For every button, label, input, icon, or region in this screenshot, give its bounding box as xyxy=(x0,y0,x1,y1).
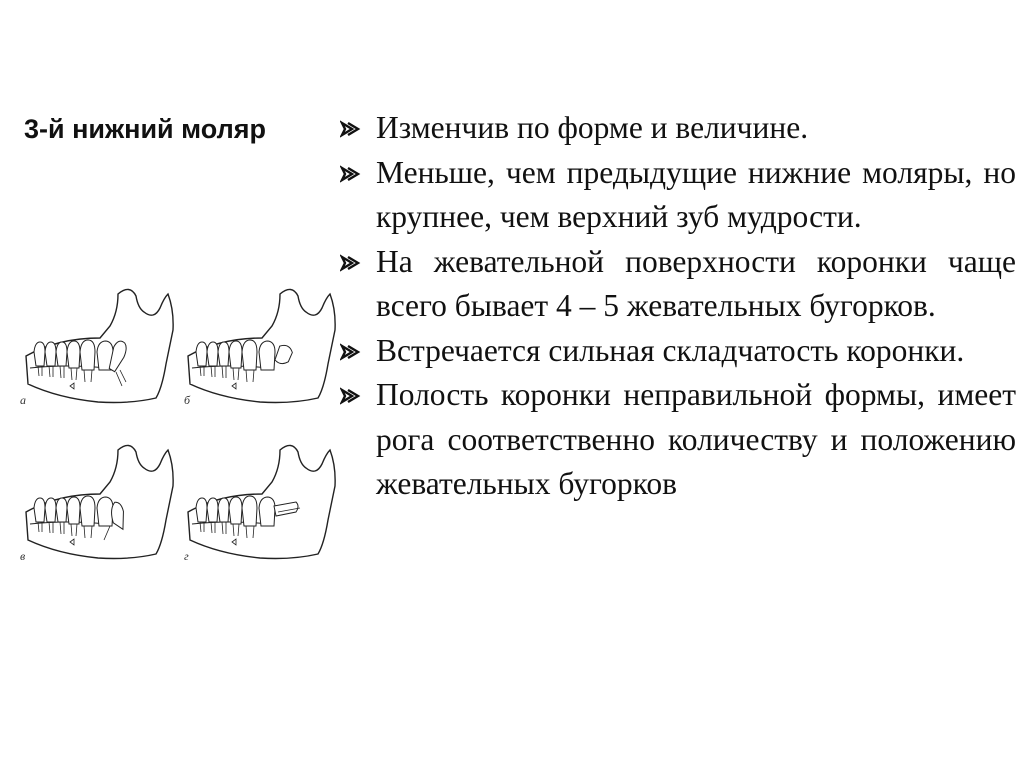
bullet-text: Изменчив по форме и величине. xyxy=(376,110,809,145)
bullet-list xyxy=(340,106,1016,507)
slide-title: 3-й нижний моляр xyxy=(24,114,266,144)
jaw-figure-b xyxy=(184,289,335,407)
jaw-figure-d xyxy=(184,445,335,563)
jaw-figure-c xyxy=(20,445,173,563)
bullet-text: Полость коронки неправильной формы, имеет рога соответственно количеству и положению жевательных бугорков xyxy=(376,377,1016,501)
arrowhead-check-bullet-icon xyxy=(340,386,364,406)
bullet-text: Меньше, чем предыдущие нижние моляры, но крупнее, чем верхний зуб мудрости. xyxy=(376,154,1016,234)
bullet-item xyxy=(340,151,1016,240)
arrowhead-check-bullet-icon xyxy=(340,119,364,139)
bullet-item xyxy=(340,106,1016,151)
jaw-figure-a xyxy=(20,289,173,407)
bullet-text: На жевательной поверхности коронки чаще всего бывает 4 – 5 жевательных бугорков. xyxy=(376,243,1016,323)
figure-label-c: в xyxy=(20,549,26,563)
bullet-item xyxy=(340,373,1016,507)
figure-label-b: б xyxy=(184,393,191,407)
figure-label-a: а xyxy=(20,393,26,407)
jaw-illustrations xyxy=(14,284,340,584)
bullet-item xyxy=(340,329,1016,374)
arrowhead-check-bullet-icon xyxy=(340,342,364,362)
arrowhead-check-bullet-icon xyxy=(340,253,364,273)
bullet-item xyxy=(340,240,1016,329)
figure-label-d: г xyxy=(184,549,189,563)
arrowhead-check-bullet-icon xyxy=(340,164,364,184)
bullet-text: Встречается сильная складчатость коронки. xyxy=(376,332,965,368)
